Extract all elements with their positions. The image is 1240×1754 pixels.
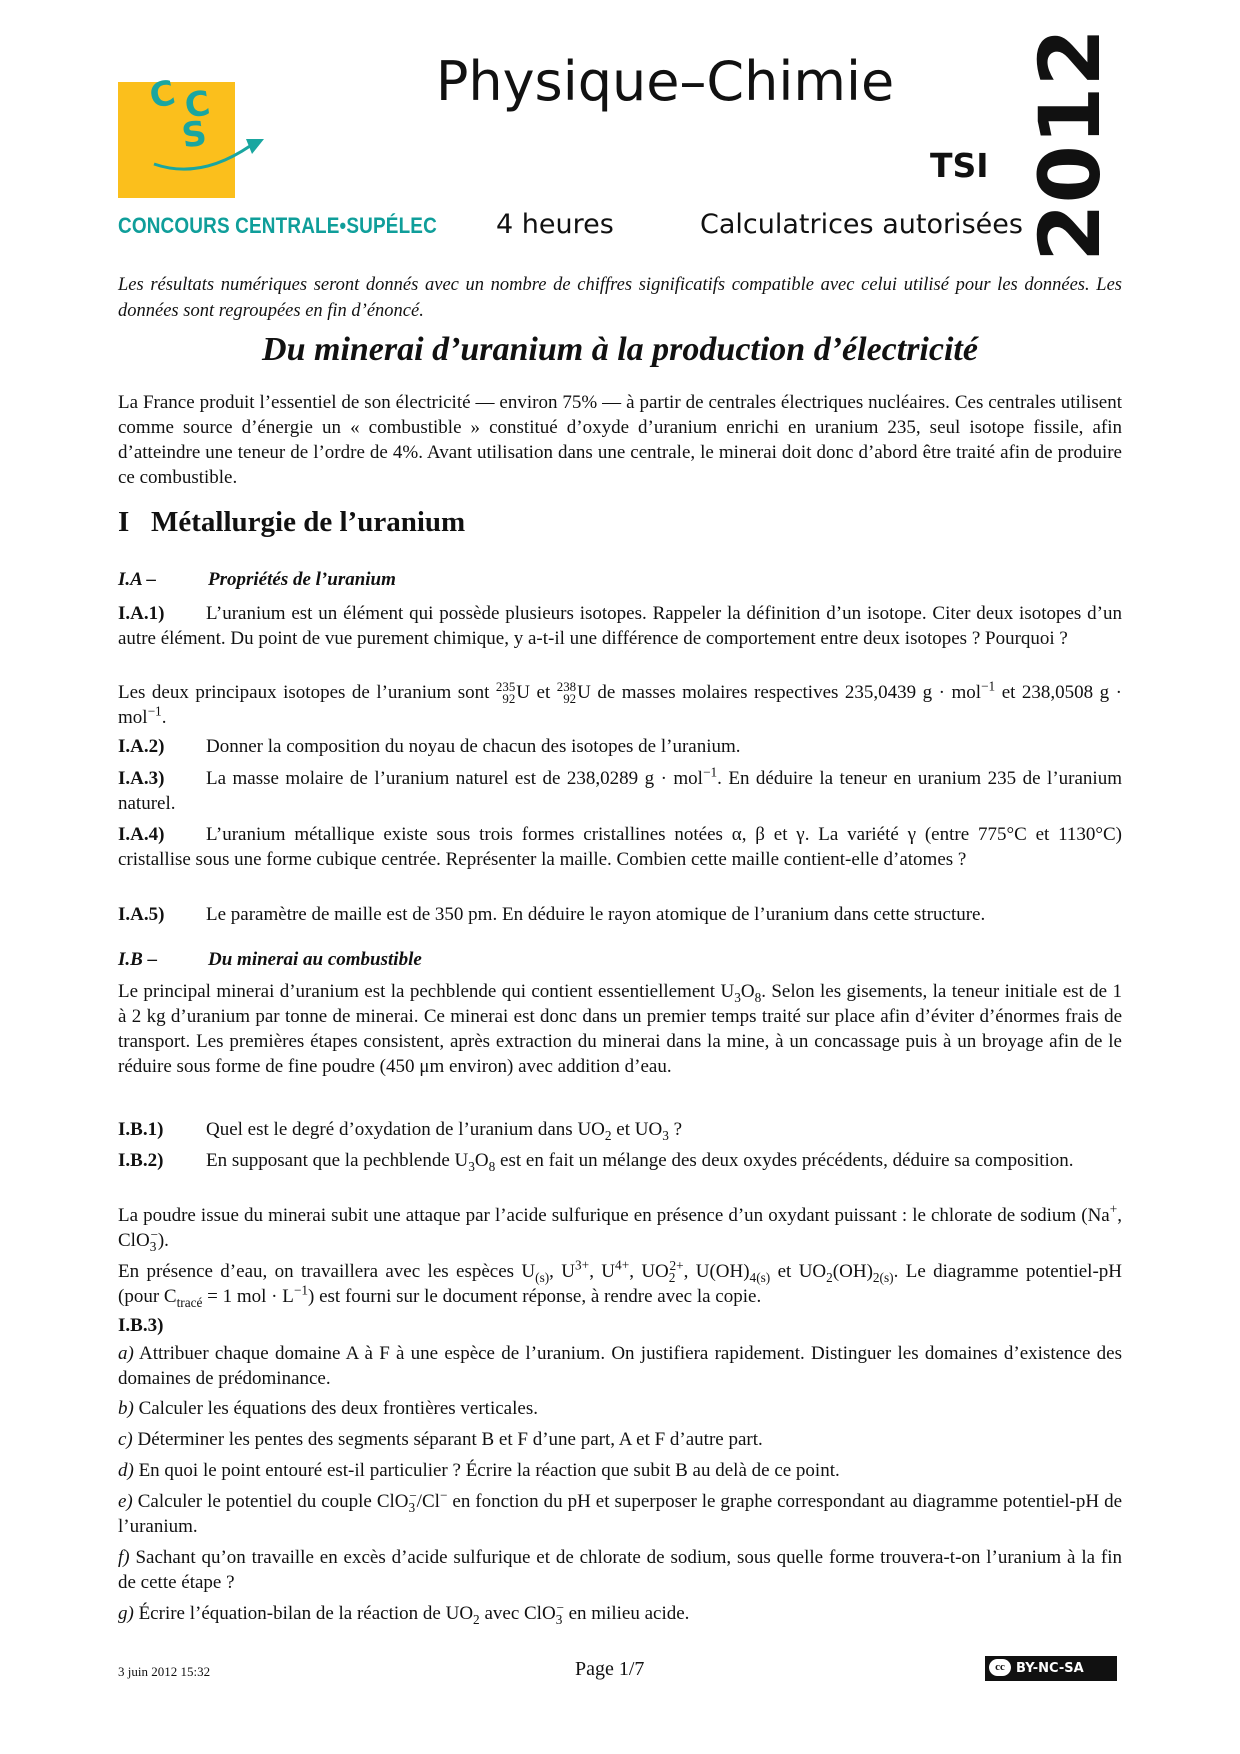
text: En présence d’eau, on travaillera avec les espèces U <box>118 1261 536 1282</box>
text: et <box>530 682 557 703</box>
item-text: Écrire l’équation-bilan de la réaction de UO <box>138 1603 474 1624</box>
subsection-heading-b <box>118 949 422 971</box>
question-IB3 <box>118 1313 1122 1338</box>
exponent: −1 <box>147 703 162 719</box>
mass-number: 235 <box>495 678 516 694</box>
question-number: I.B.1) <box>118 1119 164 1140</box>
page-title: Physique–Chimie <box>435 50 895 113</box>
text: ) est fourni sur le document réponse, à rendre avec la copie. <box>308 1286 762 1307</box>
footer-date: 3 juin 2012 15:32 <box>118 1664 211 1679</box>
list-item-a <box>118 1341 1122 1391</box>
question-text: et UO <box>611 1119 663 1140</box>
question-IA2 <box>118 734 1122 759</box>
item-text: Déterminer les pentes des segments séparant B et F d’une part, A et F d’autre part. <box>137 1429 763 1450</box>
isotope-235 <box>495 678 516 706</box>
question-text: est en fait un mélange des deux oxydes précédents, déduire sa composition. <box>495 1150 1074 1171</box>
logo-letter-c1: C <box>146 72 179 118</box>
subsection-num: I.B – <box>118 949 158 970</box>
text: et 238,0508 g · mol <box>118 682 1122 728</box>
subscript: tracé <box>176 1294 203 1310</box>
superscript: − <box>409 1487 417 1503</box>
item-text: en fonction du pH et superposer le graphe correspondant au diagramme potentiel-pH de l’uranium. <box>118 1491 1123 1537</box>
superscript: 4+ <box>615 1257 630 1273</box>
atomic-number: 92 <box>563 690 577 706</box>
list-item-e <box>118 1489 1122 1539</box>
text: La poudre issue du minerai subit une attaque par l’acide sulfurique en présence d’un oxydant puissant : le chlorate de sodium (Na <box>118 1205 1110 1226</box>
list-item-f <box>118 1545 1122 1595</box>
item-letter: c) <box>118 1429 133 1450</box>
subscript: 2 <box>668 1269 676 1285</box>
text: Le principal minerai d’uranium est la pechblende qui contient essentiellement U <box>118 981 735 1002</box>
superscript: − <box>556 1599 564 1615</box>
item-letter: d) <box>118 1460 134 1481</box>
text: et UO <box>770 1261 827 1282</box>
subscript: 8 <box>488 1158 496 1174</box>
text: (OH) <box>832 1261 873 1282</box>
subscript: 3 <box>555 1611 563 1627</box>
subscript: 3 <box>408 1499 416 1515</box>
isotopes-paragraph <box>118 680 1122 730</box>
text: , ClO <box>118 1205 1122 1251</box>
superscript: − <box>439 1487 448 1503</box>
question-number: I.A.4) <box>118 824 165 845</box>
item-letter: a) <box>118 1343 134 1364</box>
text: de masses molaires respectives 235,0439 g · mol <box>590 682 982 703</box>
item-text: En quoi le point entouré est-il particulier ? Écrire la réaction que subit B au delà de ce point. <box>138 1460 840 1481</box>
text: . Le diagramme potentiel-pH (pour C <box>118 1261 1122 1307</box>
logo-arrow-icon <box>150 130 270 180</box>
question-text: En supposant que la pechblende U <box>206 1150 469 1171</box>
question-number: I.B.2) <box>118 1150 164 1171</box>
text: , UO <box>629 1261 669 1282</box>
subsection-title: Propriétés de l’uranium <box>208 569 396 590</box>
item-letter: b) <box>118 1398 134 1419</box>
calculators-note: Calculatrices autorisées <box>700 209 1023 240</box>
text: ). <box>157 1230 169 1251</box>
question-number: I.B.3) <box>118 1315 164 1336</box>
superscript: − <box>150 1226 158 1242</box>
question-text: ? <box>668 1119 683 1140</box>
list-item-d <box>118 1458 1122 1483</box>
license-badge <box>985 1656 1117 1681</box>
exam-duration: 4 heures <box>496 209 614 240</box>
section-heading: I Métallurgie de l’uranium <box>118 506 466 538</box>
question-text: O <box>474 1150 489 1171</box>
logo-caption: CONCOURS CENTRALE•SUPÉLEC <box>118 213 437 238</box>
item-text: Calculer les équations des deux frontières verticales. <box>138 1398 538 1419</box>
superscript: + <box>1109 1201 1118 1217</box>
attack-paragraph <box>118 1203 1122 1253</box>
item-text: Sachant qu’on travaille en excès d’acide sulfurique et de chlorate de sodium, sous quelle forme trouvera-t-on l’uranium à la fin de cette étape ? <box>118 1547 1123 1593</box>
item-letter: g) <box>118 1603 134 1624</box>
exponent: −1 <box>981 678 996 694</box>
species-paragraph <box>118 1259 1122 1309</box>
text: Les deux principaux isotopes de l’uranium sont <box>118 682 496 703</box>
item-text: en milieu acide. <box>563 1603 690 1624</box>
question-text: Quel est le degré d’oxydation de l’uranium dans UO <box>206 1119 605 1140</box>
question-IA4 <box>118 822 1122 872</box>
item-text: Attribuer chaque domaine A à F à une espèce de l’uranium. On justifiera rapidement. Distinguer les domaines d’existence des domaines de prédominance. <box>118 1343 1123 1389</box>
list-item-g <box>118 1601 1122 1626</box>
question-IB1 <box>118 1117 1122 1142</box>
question-IA1 <box>118 601 1122 651</box>
subscript: 2 <box>826 1269 833 1285</box>
superscript: 2+ <box>669 1257 684 1273</box>
question-number: I.A.5) <box>118 904 165 925</box>
intro-paragraph: La France produit l’essentiel de son électricité — environ 75% — à partir de centrales électriques nucléaires. Ces centrales utilisent comme source d’énergie un « combustible » constitué d’oxyde d’uranium enrichi en uranium 235, seul isotope fissile, afin d’atteindre une teneur de l’ordre de 4%. Avant utilisation dans une centrale, le minerai doit donc d’abord être traité afin de produire ce combustible. <box>118 392 1122 488</box>
question-text: Donner la composition du noyau de chacun des isotopes de l’uranium. <box>206 736 741 757</box>
subsection-num: I.A – <box>118 569 157 590</box>
subscript: 2 <box>604 1127 612 1143</box>
subscript: 2(s) <box>872 1269 894 1285</box>
question-text: La masse molaire de l’uranium naturel est de 238,0289 g · mol <box>206 768 703 789</box>
subsection-heading-a <box>118 569 396 591</box>
text: O <box>740 981 755 1002</box>
main-title: Du minerai d’uranium à la production d’électricité <box>262 331 978 368</box>
isotope-238 <box>556 678 577 706</box>
text: , U <box>549 1261 576 1282</box>
element-symbol: U <box>577 682 591 703</box>
question-text: L’uranium métallique existe sous trois formes cristallines notées α, β et γ. La variété γ (entre 775°C et 1130°C) cristallise sous une forme cubique centrée. Représenter la maille. Combien cette maille contient-elle d’atomes ? <box>118 824 1122 870</box>
page-number: Page 1/7 <box>575 1658 645 1680</box>
question-IA5 <box>118 902 1122 927</box>
logo-letter-c2: C <box>182 83 213 127</box>
text: = 1 mol · L <box>202 1286 294 1307</box>
item-text: avec ClO <box>479 1603 556 1624</box>
subscript: 3 <box>468 1158 475 1174</box>
subscript: 4(s) <box>749 1269 771 1285</box>
cc-icon: cc <box>989 1659 1011 1676</box>
mass-number: 238 <box>556 678 577 694</box>
logo-letter-s: S <box>179 113 210 157</box>
item-text: /Cl <box>416 1491 440 1512</box>
intro-note: Les résultats numériques seront donnés avec un nombre de chiffres significatifs compatible avec celui utilisé pour les données. Les données sont regroupées en fin d’énoncé. <box>118 275 1122 321</box>
part-b-intro <box>118 979 1122 1079</box>
item-letter: f) <box>118 1547 130 1568</box>
year-vertical <box>1010 28 1130 262</box>
subscript: 8 <box>754 989 762 1005</box>
element-symbol: U <box>516 682 531 703</box>
subscript: 2 <box>473 1611 480 1627</box>
year-text: 2012 <box>1021 28 1119 262</box>
text: , U(OH) <box>683 1261 750 1282</box>
list-item-c <box>118 1427 1122 1452</box>
question-number: I.A.1) <box>118 603 165 624</box>
series-label: TSI <box>930 146 989 185</box>
subscript: 3 <box>149 1238 157 1254</box>
question-number: I.A.3) <box>118 768 165 789</box>
subscript: 3 <box>662 1127 669 1143</box>
item-text: Calculer le potentiel du couple ClO <box>137 1491 409 1512</box>
question-number: I.A.2) <box>118 736 165 757</box>
subsection-title: Du minerai au combustible <box>208 949 422 970</box>
question-text: L’uranium est un élément qui possède plusieurs isotopes. Rappeler la définition d’un isotope. Citer deux isotopes d’un autre élément. Du point de vue purement chimique, y a-t-il une différence de comportement entre deux isotopes ? Pourquoi ? <box>118 603 1122 649</box>
list-item-b <box>118 1396 1122 1421</box>
question-IA3 <box>118 766 1122 816</box>
superscript: 3+ <box>575 1257 590 1273</box>
subscript: (s) <box>535 1269 550 1285</box>
superscript: −1 <box>293 1282 309 1298</box>
exponent: −1 <box>702 764 718 780</box>
question-text: . En déduire la teneur en uranium 235 de l’uranium naturel. <box>118 768 1122 814</box>
question-IB2 <box>118 1148 1122 1173</box>
text: . Selon les gisements, la teneur initiale est de 1 à 2 kg d’uranium par tonne de minerai. Ce minerai est donc dans un premier temps traité sur place afin d’éviter d’énormes frais de transport. Les premières étapes consistent, après extraction du minerai dans la mine, à un concassage puis à un broyage afin de le réduire sous forme de fine poudre (450 μm environ) avec addition d’eau. <box>118 981 1122 1077</box>
item-letter: e) <box>118 1491 133 1512</box>
question-text: Le paramètre de maille est de 350 pm. En déduire le rayon atomique de l’uranium dans cette structure. <box>206 904 986 925</box>
atomic-number: 92 <box>502 690 516 706</box>
subscript: 3 <box>734 989 741 1005</box>
license-text: BY-NC-SA <box>1016 1661 1084 1676</box>
text: , U <box>589 1261 616 1282</box>
text: . <box>161 707 167 728</box>
